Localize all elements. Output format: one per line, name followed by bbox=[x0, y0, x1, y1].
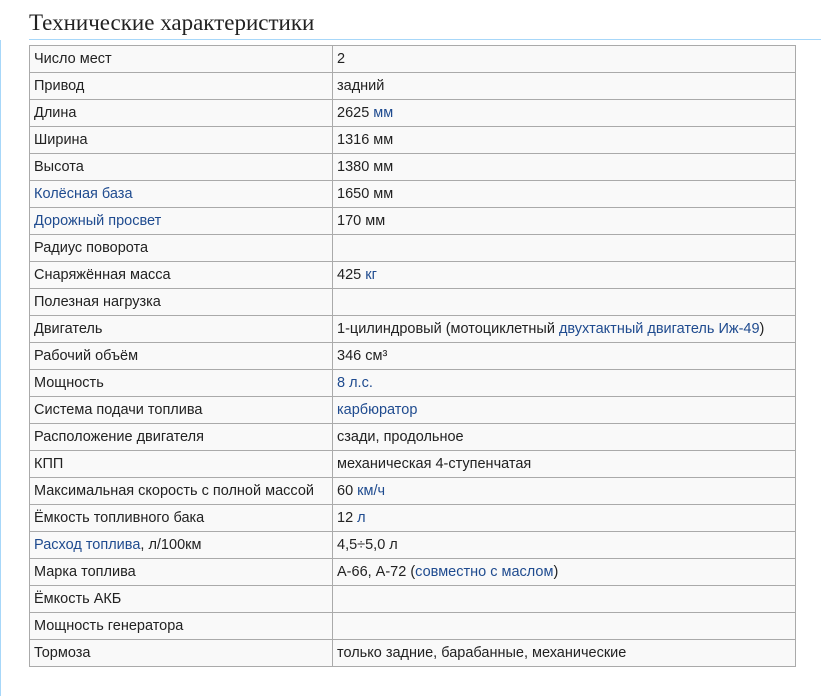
left-border-rule bbox=[0, 40, 1, 696]
spec-label-cell bbox=[30, 397, 333, 424]
spec-value-suffix: ) bbox=[553, 564, 559, 580]
spec-value-cell bbox=[333, 181, 796, 208]
spec-value-text: 1-цилиндровый (мотоциклетный bbox=[337, 321, 559, 337]
spec-value: только задние, барабанные, механические bbox=[337, 645, 627, 661]
spec-label: Ширина bbox=[34, 132, 88, 148]
spec-label: Полезная нагрузка bbox=[34, 294, 161, 310]
spec-label-cell bbox=[30, 46, 333, 73]
table-row bbox=[30, 343, 796, 370]
spec-label-cell bbox=[30, 559, 333, 586]
spec-label-link[interactable]: Расход топлива bbox=[34, 537, 141, 553]
spec-value-cell bbox=[333, 262, 796, 289]
spec-label: Система подачи топлива bbox=[34, 402, 203, 418]
spec-label: Расположение двигателя bbox=[34, 429, 204, 445]
spec-label-cell bbox=[30, 181, 333, 208]
table-row bbox=[30, 73, 796, 100]
table-row bbox=[30, 640, 796, 667]
spec-label: Ёмкость топливного бака bbox=[34, 510, 205, 526]
spec-label-cell bbox=[30, 154, 333, 181]
spec-value-text: 2625 bbox=[337, 105, 374, 121]
spec-value-cell bbox=[333, 586, 796, 613]
table-row bbox=[30, 181, 796, 208]
spec-label: Радиус поворота bbox=[34, 240, 149, 256]
spec-label: Рабочий объём bbox=[34, 348, 139, 364]
table-row bbox=[30, 154, 796, 181]
spec-label: Тормоза bbox=[34, 645, 91, 661]
spec-label-cell bbox=[30, 262, 333, 289]
table-row bbox=[30, 397, 796, 424]
table-row bbox=[30, 613, 796, 640]
spec-value-cell bbox=[333, 154, 796, 181]
table-row bbox=[30, 478, 796, 505]
spec-value-cell bbox=[333, 46, 796, 73]
spec-value-text: 12 bbox=[337, 510, 358, 526]
spec-value: 1650 мм bbox=[337, 186, 394, 202]
table-row bbox=[30, 289, 796, 316]
spec-label-cell bbox=[30, 100, 333, 127]
table-row bbox=[30, 532, 796, 559]
spec-value: 2 bbox=[337, 51, 346, 67]
spec-value-cell bbox=[333, 532, 796, 559]
spec-value: 1380 мм bbox=[337, 159, 394, 175]
spec-label: Высота bbox=[34, 159, 84, 175]
spec-value: задний bbox=[337, 78, 385, 94]
spec-value-cell bbox=[333, 370, 796, 397]
spec-label: Привод bbox=[34, 78, 85, 94]
spec-value-cell bbox=[333, 505, 796, 532]
spec-value: 1316 мм bbox=[337, 132, 394, 148]
spec-label-link[interactable]: Колёсная база bbox=[34, 186, 133, 202]
spec-value-link[interactable]: двухтактный двигатель Иж-49 bbox=[558, 321, 760, 337]
table-row bbox=[30, 127, 796, 154]
spec-label: Максимальная скорость с полной массой bbox=[34, 483, 314, 499]
table-row bbox=[30, 208, 796, 235]
spec-label: КПП bbox=[34, 456, 64, 472]
spec-value-cell bbox=[333, 100, 796, 127]
spec-value-link[interactable]: л bbox=[357, 510, 366, 526]
spec-label: Число мест bbox=[34, 51, 112, 67]
spec-value-text: 60 bbox=[337, 483, 358, 499]
table-row bbox=[30, 46, 796, 73]
spec-label-cell bbox=[30, 451, 333, 478]
section-heading bbox=[29, 8, 821, 40]
spec-label-cell bbox=[30, 73, 333, 100]
spec-value-cell bbox=[333, 478, 796, 505]
spec-label-cell bbox=[30, 532, 333, 559]
table-row bbox=[30, 424, 796, 451]
spec-value-link[interactable]: кг bbox=[365, 267, 377, 283]
spec-label-link[interactable]: Дорожный просвет bbox=[34, 213, 162, 229]
spec-value: 170 мм bbox=[337, 213, 386, 229]
spec-value-cell bbox=[333, 397, 796, 424]
table-row bbox=[30, 235, 796, 262]
spec-label: Ёмкость АКБ bbox=[34, 591, 122, 607]
spec-value-cell bbox=[333, 424, 796, 451]
spec-value: 346 см³ bbox=[337, 348, 388, 364]
spec-value-text: 425 bbox=[337, 267, 366, 283]
spec-value-cell bbox=[333, 289, 796, 316]
spec-label-cell bbox=[30, 235, 333, 262]
spec-label-cell bbox=[30, 316, 333, 343]
spec-value-text: А-66, А-72 ( bbox=[337, 564, 416, 580]
spec-label-cell bbox=[30, 586, 333, 613]
spec-label-suffix: , л/100км bbox=[140, 537, 202, 553]
spec-label: Марка топлива bbox=[34, 564, 136, 580]
spec-value-suffix: ) bbox=[759, 321, 765, 337]
spec-label: Мощность генератора bbox=[34, 618, 184, 634]
spec-table-body bbox=[30, 46, 796, 667]
table-row bbox=[30, 559, 796, 586]
spec-value-link[interactable]: карбюратор bbox=[337, 402, 418, 418]
spec-label-cell bbox=[30, 424, 333, 451]
table-row bbox=[30, 586, 796, 613]
spec-value: 4,5÷5,0 л bbox=[337, 537, 398, 553]
spec-value-cell bbox=[333, 127, 796, 154]
spec-value-cell bbox=[333, 451, 796, 478]
spec-value-cell bbox=[333, 613, 796, 640]
spec-label-cell bbox=[30, 208, 333, 235]
spec-value-link[interactable]: км/ч bbox=[357, 483, 386, 499]
spec-label-cell bbox=[30, 370, 333, 397]
spec-value: сзади, продольное bbox=[337, 429, 464, 445]
spec-value-cell bbox=[333, 559, 796, 586]
spec-label-cell bbox=[30, 289, 333, 316]
table-row bbox=[30, 262, 796, 289]
table-row bbox=[30, 505, 796, 532]
spec-value-cell bbox=[333, 343, 796, 370]
spec-value-link[interactable]: мм bbox=[373, 105, 394, 121]
spec-label-cell bbox=[30, 613, 333, 640]
spec-label-cell bbox=[30, 343, 333, 370]
table-row bbox=[30, 370, 796, 397]
spec-value: механическая 4-ступенчатая bbox=[337, 456, 532, 472]
spec-value-link[interactable]: совместно с маслом bbox=[415, 564, 554, 580]
spec-label: Мощность bbox=[34, 375, 104, 391]
spec-value-cell bbox=[333, 208, 796, 235]
page-title: Технические характеристики bbox=[29, 10, 315, 35]
spec-label-cell bbox=[30, 640, 333, 667]
spec-table bbox=[29, 45, 796, 667]
spec-label-cell bbox=[30, 127, 333, 154]
spec-label-cell bbox=[30, 478, 333, 505]
spec-label: Длина bbox=[34, 105, 77, 121]
spec-value-link[interactable]: 8 л.с. bbox=[337, 375, 373, 391]
spec-label: Снаряжённая масса bbox=[34, 267, 171, 283]
table-row bbox=[30, 100, 796, 127]
spec-value-cell bbox=[333, 640, 796, 667]
table-row bbox=[30, 451, 796, 478]
spec-label-cell bbox=[30, 505, 333, 532]
spec-value-cell bbox=[333, 73, 796, 100]
table-row bbox=[30, 316, 796, 343]
spec-value-cell bbox=[333, 316, 796, 343]
spec-value-cell bbox=[333, 235, 796, 262]
spec-label: Двигатель bbox=[34, 321, 103, 337]
